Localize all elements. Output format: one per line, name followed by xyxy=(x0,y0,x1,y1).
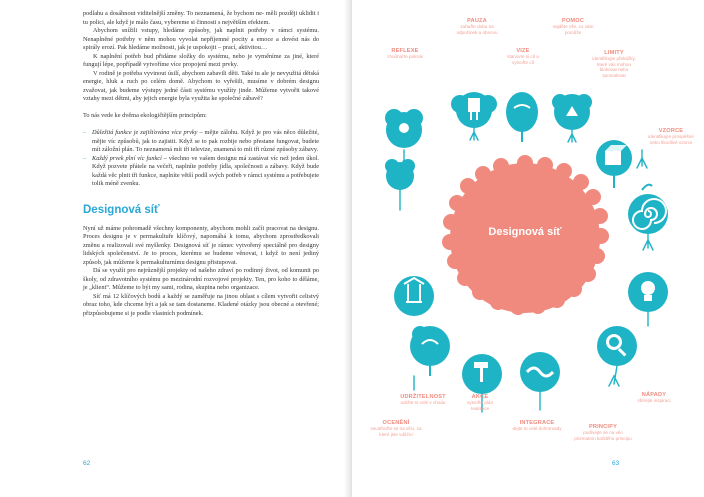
node-title: POMOC xyxy=(561,18,585,24)
node-label-principy xyxy=(574,424,632,441)
node-label-integrace xyxy=(512,420,562,432)
tree-icon xyxy=(385,159,415,190)
tree-icon xyxy=(451,92,497,128)
handshake-icon xyxy=(520,352,560,392)
swing-icon xyxy=(394,276,434,316)
center-label xyxy=(480,226,570,239)
leaf-icon xyxy=(506,92,538,142)
node-title: INTEGRACE xyxy=(519,420,555,426)
design-web-diagram xyxy=(352,0,704,497)
node-title: REFLEXE xyxy=(391,48,419,54)
page-number: 63 xyxy=(612,460,620,467)
node-desc: zařaďte dobu na odpočinek a obnovu xyxy=(456,24,498,35)
node-title: PRINCIPY xyxy=(588,424,618,430)
node-title: UDRŽITELNOST xyxy=(400,394,446,400)
principles-list xyxy=(83,129,319,189)
node-label-napady xyxy=(634,392,674,404)
bulb-icon xyxy=(628,272,668,312)
tree-icon xyxy=(385,109,423,148)
node-desc: zhodnoťte pokrok xyxy=(387,54,423,59)
node-desc: sbírejte inspiraci xyxy=(637,398,671,403)
list-item xyxy=(83,129,319,155)
center-title: Designová síť xyxy=(488,226,562,238)
principle-text: – mějte zálohu. Když je pro vás něco důležité, mějte víc způsobů, jak to zajistit. Když se to pak rozbije nebo přestane fungovat, budete mít záložní plán. To neznamená mít tři televize, znamená to mít tři různé způsoby zábavy. xyxy=(92,129,320,153)
list-item xyxy=(83,155,319,189)
node-title: VZORCE xyxy=(658,128,684,134)
node-title: NÁPADY xyxy=(641,392,667,398)
paragraph: Abychom snížili vstupy, hledáme způsoby, jak naplnit potřeby v rámci systému. Nenaplněné potřeby v něm mohou vyvolat nepříjemné pocity a emoce a dovést nás do spirály erozí. Pak hledáme možnosti, jak je uspokojit – prací, aktivitou… xyxy=(83,27,319,51)
node-title: VIZE xyxy=(516,48,530,54)
dash-bullet: – xyxy=(83,129,87,136)
paragraph: V rodině je potřeba vyvinout úsilí, abychom zabavili děti. Také tu ale je nevyužitá dětská energie, hluk a ruch po celém domě. Abychom to vyřešili, musíme v dobrém designu zvažovat, jak budeme výstupy jedné části systému využíty jinde. Můžeme vytvořit takové vztahy mezi dětmi, aby jejich energie byla využita ke společné zábavě? xyxy=(83,69,319,102)
node-desc: stanovte si cíl a vytvořte cíl xyxy=(507,54,539,65)
node-title: PAUZA xyxy=(467,18,487,24)
node-label-akce xyxy=(458,394,502,411)
paragraph: podlahu a dosáhnout viditelnější změny. To neznamená, že bychom ne- měli později uklidit i tu polici, ale když je málo času, vybereme si činnosti s největším efektem. xyxy=(83,10,319,26)
node-label-udrzitelnost xyxy=(394,394,452,406)
node-label-pauza xyxy=(454,18,500,35)
node-label-pomoc xyxy=(551,18,595,35)
paragraph: K naplnění potřeb bud přidáme složky do systému, nebo je vyměníme za jiné, které fungují lépe, popřípadě vytvoříme více propojení mezi prvky. xyxy=(83,52,319,68)
spiral-icon xyxy=(628,185,668,234)
paragraph: Dá se využít pro nejrůznější projekty od našeho zdraví po rodinný život, od komunit po školy, od zdravotního systému po mezinárodní rozvojové projekty. Ten, pro koho to děláme, je „klient“. Můžeme to být my sami, rodina, skupina nebo organizace. xyxy=(83,267,319,291)
tree-icon xyxy=(552,94,592,130)
node-desc: najděte vše, co vám pomůže xyxy=(552,24,594,35)
node-label-vize xyxy=(502,48,544,65)
magnifier-icon xyxy=(597,326,637,366)
node-title: LIMITY xyxy=(604,50,624,56)
principle-lead: Důležitá funkce je zajišťována více prvky xyxy=(92,129,198,136)
node-label-limity xyxy=(588,50,640,78)
tree-icon xyxy=(410,326,450,376)
paragraph: Síť má 12 klíčových bodů a každý se zaměřuje na jinou oblast s cílem vytvořit celistvý obraz toho, kde chceme být a jak se tam dostaneme. Kladené otázky jsou obecné a otevřené; přizpůsobujeme si je podle vlastních podmínek. xyxy=(83,292,319,317)
node-desc: identifikujte překážky, které vás mohou blokovat nebo zpomalovat xyxy=(592,56,636,78)
principle-text: – všechno ve vašem designu má zastávat víc než jeden úkol. Když pozvete přátele na večeři, naplníte potřeby jídla, společnosti a zábavy. Když bude každá věc plnit tři funkce, naplníte větší podíl svých potřeb v rámci systému a potřebujete tolik méně zvenku. xyxy=(92,154,319,187)
node-label-vzorce xyxy=(644,128,698,145)
node-title: AKCE xyxy=(471,394,489,400)
cube-icon xyxy=(596,140,632,188)
node-title: OCENĚNÍ xyxy=(382,420,410,426)
hammer-icon xyxy=(462,354,502,394)
node-desc: udržte to celé v chodu xyxy=(400,400,446,405)
principle-lead: Každý prvek plní víc funkcí xyxy=(92,154,162,162)
node-desc: soustřeďte se na věci, za které jste vděční xyxy=(370,426,422,437)
section-title: Designová síť xyxy=(83,203,160,216)
left-text-column xyxy=(83,10,319,318)
paragraph: To nás vede ke dvěma ekologičtějším principům: xyxy=(83,112,207,119)
node-label-oceneni xyxy=(370,420,422,437)
paragraph: Nyní už máme pohromadě všechny komponenty, abychom mohli začít pracovat na designu. Proces designu je v permakultuře klíčový, napomáhá k tomu, abychom zprostředkovali změnu a realizovali své myšlenky. Designová síť je rámec vytvořený speciálně pro designy lidských společenství. Je to proces, kterému se budeme věnovat, i když to není jediný způsob, jak můžeme k permakulturnímu designu přistupovat. xyxy=(83,224,319,266)
node-desc: identifikujte prospěšné nebo škodlivé vzorce xyxy=(648,134,694,145)
node-desc: dejte to celé dohromady xyxy=(512,426,562,431)
node-desc: podívejte se na věc prizmatem každého principu xyxy=(574,430,632,441)
node-label-reflexe xyxy=(386,48,424,60)
page-number: 62 xyxy=(83,460,91,467)
node-desc: vytvořte plán realizace xyxy=(466,400,494,411)
dash-bullet: – xyxy=(83,154,87,162)
